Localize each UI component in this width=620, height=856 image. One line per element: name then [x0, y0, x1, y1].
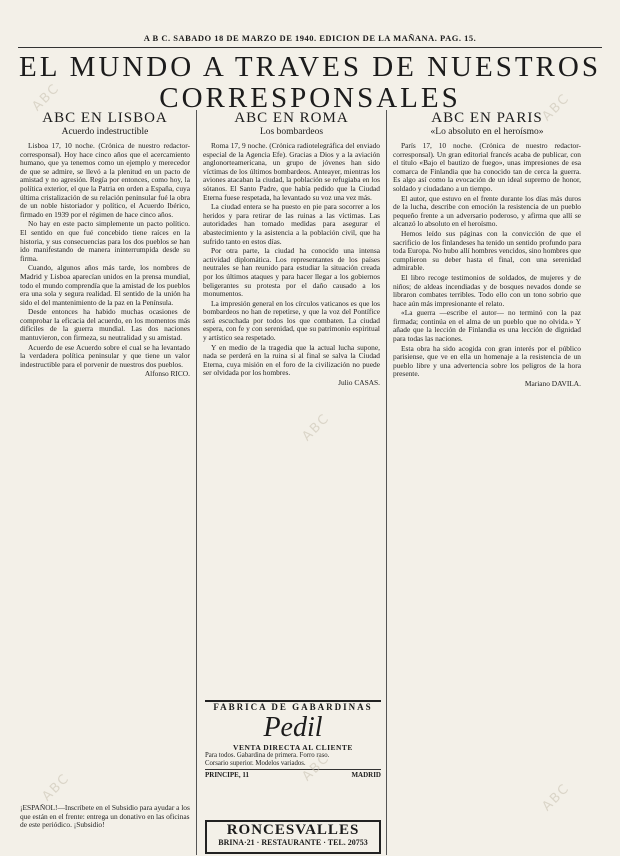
section-title-lisboa: ABC EN LISBOA [42, 110, 168, 126]
ad-address: PRINCIPE, 11 [205, 771, 249, 779]
paragraph: La impresión general en los círculos vaticanos es que los bombardeos no han de repetirse, y que la voz del Pontífice será escuchada por todos los que combaten. La ciudad espera, con fe y con serenidad, que su patrimonio espiritual y artístico sea respetado. [203, 298, 380, 343]
paragraph: El libro recoge testimonios de soldados, de mujeres y de niños; de aldeas incendiadas y de bosques nevados donde se libraron combates terribles. Todo ello con un tono sobrio que hace aún más impresionante el relato. [393, 272, 581, 308]
paragraph: «La guerra —escribe el autor— no terminó con la paz firmada; continúa en el alma de un pueblo que no olvida.» Y añade que la lección de Finlandia es una lección de dignidad para todas las naciones. [393, 308, 581, 344]
subtitle-roma: Los bombardeos [259, 127, 324, 137]
watermark: ABC [29, 80, 64, 115]
ad-line-1: Para todos. Gabardina de primera. Forro raso. [205, 752, 330, 759]
subtitle-paris: «Lo absoluto en el heroísmo» [430, 127, 544, 137]
ad-city: MADRID [351, 771, 381, 779]
signature-roma: Julio CASAS. [338, 378, 380, 388]
page-header: A B C. SABADO 18 DE MARZO DE 1940. EDICION DE LA MAÑANA. PAG. 15. [143, 33, 477, 43]
column-roma [203, 110, 380, 770]
notice-espanol: ¡ESPAÑOL!—Inscríbete en el Subsidio para ayudar a los que están en el frente: entrega un donativo en las oficinas de este periódico. ¡Subsidio! [20, 803, 190, 830]
section-title-roma: ABC EN ROMA [234, 110, 349, 126]
paragraph: Por otra parte, la ciudad ha conocido una intensa actividad diplomática. Los representantes de los países neutrales se han reunido para estudiar la situación creada por los últimos ataques y para hacer llegar a los gobiernos beligerantes su protesta por el daño causado a los monumentos. [203, 246, 380, 299]
paragraph: Esta obra ha sido acogida con gran interés por el público parisiense, que ve en ella un homenaje a la resistencia de un pueblo libre y una advertencia sobre los peligros de la hora presente. [393, 343, 581, 379]
paragraph: Lisboa 17, 10 noche. (Crónica de nuestro redactor-corresponsal). Hoy hace cinco años que el acercamiento humano, que ya tenemos como un ejemplo y merecedor de que se admire, se llevó a la plenitud en un pacto de amistad y no agresión. Regía por entonces, como hoy, la política exterior, el que la Patria en orden a España, cuya última cristalización de su relación peninsular fué la obra de un noble historiador y político, el Acuerdo Ibérico, firmado en 1939 por el régimen de hace cinco años. [20, 141, 190, 219]
paragraph: Roma 17, 9 noche. (Crónica radiotelegráfica del enviado especial de la Agencia Efe). Gracias a Dios y a la aviación anglonorteamericana, un grupo de jóvenes han sido víctimas de los últimos bombardeos. Anteayer, mientras los aviones atacaban la ciudad, la población se refugiaba en los sótanos. El Santo Padre, que había pedido que la Ciudad Eterna fuese respetada, ha levantado su voz una vez más. [203, 141, 380, 202]
watermark: ABC [539, 780, 574, 815]
ad-address-row [205, 769, 381, 779]
header-rule [18, 47, 602, 48]
paragraph: Hemos leído sus páginas con la convicción de que el sacrificio de los finlandeses ha tenido un sentido profundo para toda Europa. No hubo allí hombres vencidos, sino hombres que cumplieron su deber hasta el final, con una serenidad admirable. [393, 228, 581, 273]
ad-tagline: VENTA DIRECTA AL CLIENTE [233, 743, 353, 752]
column-lisboa [20, 110, 190, 855]
watermark: ABC [299, 750, 334, 785]
ad-roncesvalles-name: RONCESVALLES [226, 822, 360, 838]
signature-paris: Mariano DAVILA. [524, 379, 581, 389]
ad-brand-logo: Pedil [263, 712, 323, 743]
section-title-paris: ABC EN PARIS [431, 110, 543, 126]
watermark: ABC [39, 770, 74, 805]
paragraph: Desde entonces ha habido muchas ocasiones de comprobar la eficacia del acuerdo, en los momentos más difíciles de la guerra mundial. Las dos naciones mantuvieron, con firmeza, su neutralidad y su amistad. [20, 307, 190, 343]
paragraph: París 17, 10 noche. (Crónica de nuestro redactor-corresponsal). Un gran editorial francés acaba de publicar, con el título «Bajo el bautizo de fuego», unas impresiones de esa comarca de Finlandia que ha conocido tan de cerca la guerra. Es algo así como la evocación de un ideal supremo de honor, soldado y ciudadano a un tiempo. [393, 141, 581, 193]
paragraph: Cuando, algunos años más tarde, los nombres de Madrid y Lisboa aparecían unidos en la prensa mundial, todo el mundo comprendía que la amistad de los pueblos era una sola y segura realidad. El sentido de la unión ha sido el del mantenimiento de la paz en la Península. [20, 263, 190, 307]
ad-gabardinas-panel [205, 700, 381, 822]
column-paris [393, 110, 581, 855]
watermark: ABC [539, 90, 574, 125]
ad-gabardinas-title: FABRICA DE GABARDINAS [213, 702, 373, 712]
masthead-line-2: CORRESPONSALES [159, 82, 461, 114]
masthead [18, 52, 602, 114]
masthead-line-1: EL MUNDO A TRAVES DE NUESTROS [19, 51, 601, 83]
ad-roncesvalles-line: BRINA·21 · RESTAURANTE · TEL. 20753 [218, 838, 368, 847]
paragraph: No hay en este pacto simplemente un pacto político. El sentido en que fué concebido tiene raíces en la historia, y sus consecuencias para los dos pueblos se han ido manifestando de manera ininterrumpida desde su firma. [20, 219, 190, 263]
watermark: ABC [299, 410, 334, 445]
column-rule [196, 110, 197, 855]
paragraph: La ciudad entera se ha puesto en pie para socorrer a los heridos y para retirar de las ruinas a las víctimas. Las autoridades han tomado medidas para asegurar el abastecimiento y la asistencia a la población civil, que ha sufrido tanto en estos días. [203, 202, 380, 246]
column-rule [386, 110, 387, 855]
paragraph: Y en medio de la tragedia que la actual lucha supone, nada se perderá en la ruina si al final se salva la Ciudad Eterna, cuya misión en el foro de la civilización no puede ser olvidada por los hombres. [203, 342, 380, 378]
paragraph: El autor, que estuvo en el frente durante los días más duros de la lucha, describe con emoción la resistencia de un pueblo pequeño frente a un adversario poderoso, y afirma que allí se alcanzó lo absoluto en el heroísmo. [393, 193, 581, 229]
signature-lisboa: Alfonso RICO. [144, 369, 190, 379]
ad-roncesvalles [205, 820, 381, 854]
ad-line-2: Corsario superior. Modelos variados. [205, 760, 306, 767]
subtitle-lisboa: Acuerdo indestructible [61, 127, 149, 137]
paragraph: Acuerdo de ese Acuerdo sobre el cual se ha levantado la verdadera política peninsular y que tiene un valor indestructible para el porvenir de nuestros dos pueblos. [20, 342, 190, 369]
